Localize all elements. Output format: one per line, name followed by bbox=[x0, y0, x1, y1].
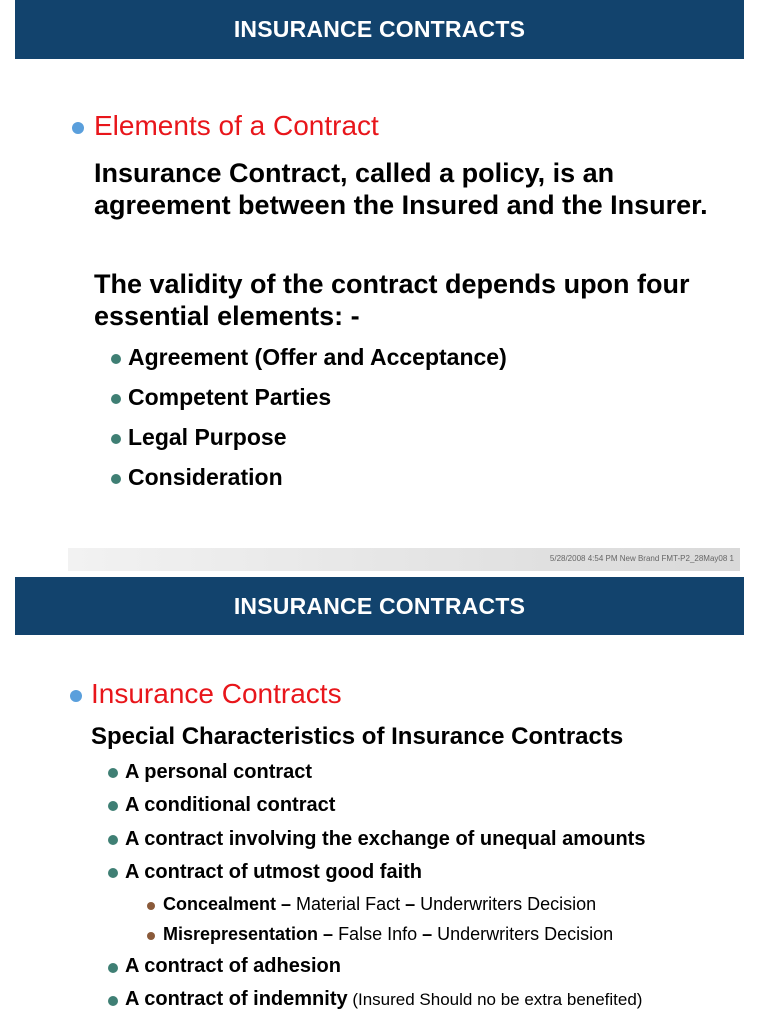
list-item bbox=[125, 988, 642, 1011]
slide-footer bbox=[68, 548, 740, 571]
list-item: Legal Purpose bbox=[128, 424, 287, 450]
slide-1-header: INSURANCE CONTRACTS bbox=[15, 0, 744, 59]
sub-item-sep: – bbox=[400, 894, 421, 914]
list-item: Consideration bbox=[128, 464, 283, 490]
bullet-dot-icon bbox=[108, 835, 118, 845]
bullet-dot-icon bbox=[111, 434, 121, 444]
bullet-dot-icon bbox=[70, 690, 82, 702]
list-item: A contract of utmost good faith bbox=[125, 861, 423, 883]
sub-item-end: Underwriters Decision bbox=[437, 924, 614, 944]
sub-item-mid: False Info bbox=[338, 924, 418, 944]
footer-text: 5/28/2008 4:54 PM New Brand FMT-P2_28May08 1 bbox=[549, 554, 734, 563]
list-item-note: (Insured Should no be extra benefited) bbox=[347, 990, 643, 1009]
slide-2-heading: Insurance Contracts bbox=[91, 678, 342, 709]
sub-item-sep: – bbox=[417, 924, 438, 944]
bullet-dot-icon bbox=[147, 902, 155, 910]
bullet-dot-icon bbox=[147, 932, 155, 940]
slide-1-heading: Elements of a Contract bbox=[94, 110, 379, 141]
bullet-dot-icon bbox=[108, 996, 118, 1006]
list-item: Competent Parties bbox=[128, 384, 332, 410]
slide-1-para-2: The validity of the contract depends upon four essential elements: - bbox=[94, 269, 690, 331]
bullet-dot-icon bbox=[111, 474, 121, 484]
list-item-bold: A contract of indemnity bbox=[125, 988, 348, 1010]
bullet-dot-icon bbox=[72, 122, 84, 134]
slide-2-subheading: Special Characteristics of Insurance Contracts bbox=[91, 723, 624, 750]
list-item: A contract of adhesion bbox=[125, 955, 341, 977]
bullet-dot-icon bbox=[108, 801, 118, 811]
slide-1-para-1: Insurance Contract, called a policy, is an agreement between the Insured and the Insurer. bbox=[94, 158, 708, 220]
sub-list-item bbox=[163, 924, 613, 945]
list-item: Agreement (Offer and Acceptance) bbox=[128, 344, 507, 370]
bullet-dot-icon bbox=[108, 963, 118, 973]
sub-item-term: Misrepresentation bbox=[163, 924, 319, 944]
sub-item-end: Underwriters Decision bbox=[420, 894, 597, 914]
bullet-dot-icon bbox=[108, 768, 118, 778]
bullet-dot-icon bbox=[111, 394, 121, 404]
bullet-dot-icon bbox=[108, 868, 118, 878]
slide-2 bbox=[0, 574, 768, 1024]
sub-item-term: Concealment bbox=[163, 894, 277, 914]
sub-item-sep: – bbox=[276, 894, 297, 914]
list-item: A conditional contract bbox=[125, 794, 336, 816]
slide-2-header: INSURANCE CONTRACTS bbox=[15, 577, 744, 635]
list-item: A contract involving the exchange of unequal amounts bbox=[125, 828, 646, 850]
list-item: A personal contract bbox=[125, 761, 313, 783]
sub-item-sep: – bbox=[318, 924, 339, 944]
sub-list-item bbox=[163, 894, 596, 915]
sub-item-mid: Material Fact bbox=[296, 894, 401, 914]
bullet-dot-icon bbox=[111, 354, 121, 364]
